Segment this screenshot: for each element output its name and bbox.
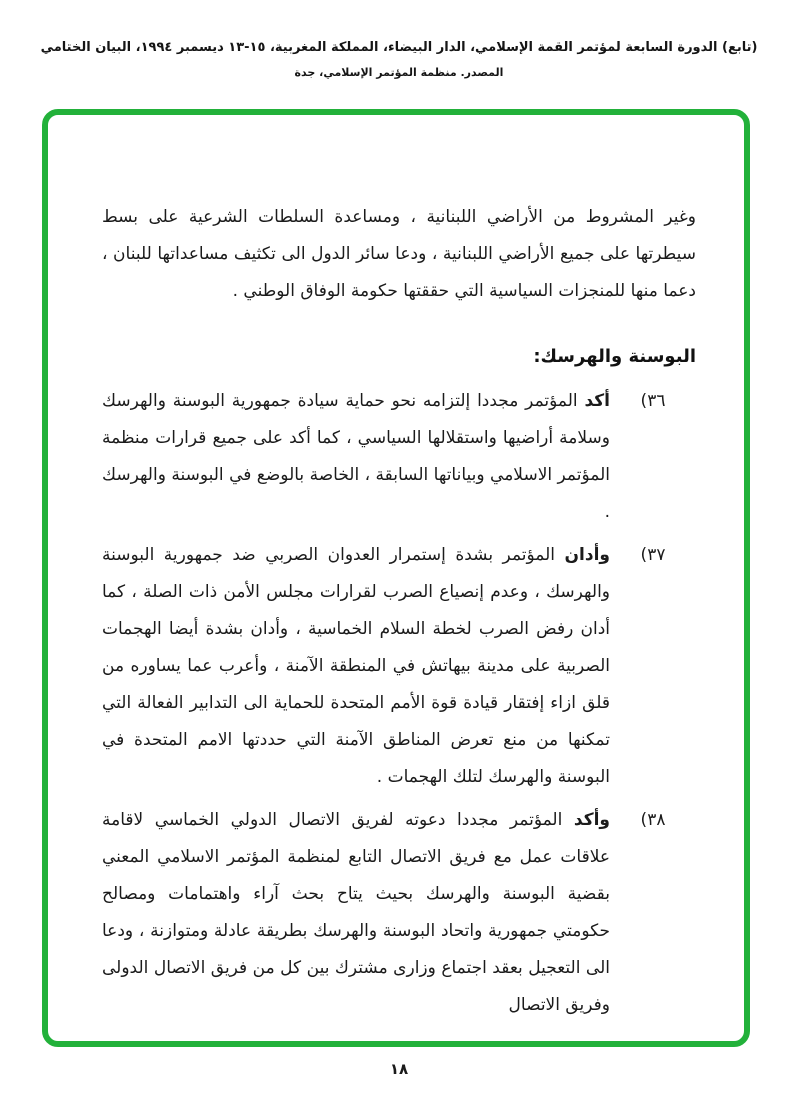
document-header — [0, 40, 798, 79]
item-number: ٣٨) — [640, 810, 666, 830]
header-source-line: المصدر. منظمة المؤتمر الإسلامي، جدة — [294, 66, 504, 79]
list-item-38 — [102, 802, 696, 1024]
page-number: ١٨ — [389, 1060, 409, 1078]
item-body-text: المؤتمر مجددا إلتزامه نحو حماية سيادة جمهورية البوسنة والهرسك وسلامة أراضيها واستقلالها السياسي ، كما أكد على جميع قرارات منظمة المؤتمر الاسلامي وبياناتها السابقة ، الخاصة بالوضع في البوسنة والهرسك . — [102, 391, 610, 522]
header-title-line: (تابع) الدورة السابعة لمؤتمر القمة الإسلامي، الدار البيضاء، المملكة المغربية، ١٣‎-‎١٥ ديسمبر ١٩٩٤، البيان الختامي — [40, 40, 758, 55]
item-body-text: المؤتمر بشدة إستمرار العدوان الصربي ضد جمهورية البوسنة والهرسك ، وعدم إنصياع الصرب لقرارات مجلس الأمن ذات الصلة ، كما أدان رفض الصرب لخطة السلام الخماسية ، وأدان بشدة أيضا الهجمات الصربية على مدينة بيهاتش في المنطقة الآمنة ، وأعرب عما يساوره من قلق ازاء إفتقار قيادة قوة الأمم المتحدة للحماية الى التدابير الفعالة التي تمكنها من منع تعرض المناطق الآمنة التي حددتها الامم المتحدة في البوسنة والهرسك لتلك الهجمات . — [102, 545, 610, 787]
section-heading-bosnia: البوسنة والهرسك: — [533, 346, 696, 367]
list-item-36 — [102, 383, 696, 531]
item-text — [102, 383, 610, 531]
item-text — [102, 802, 610, 1024]
list-item-37 — [102, 537, 696, 796]
continuation-paragraph: وغير المشروط من الأراضي اللبنانية ، ومساعدة السلطات الشرعية على بسط سيطرتها على جميع الأراضي اللبنانية ، ودعا سائر الدول الى تكثيف مساعداتها للبنان ، دعما منها للمنجزات السياسية التي حققتها حكومة الوفاق الوطني . — [102, 207, 696, 301]
item-lead-word: أكد — [584, 391, 610, 411]
item-number: ٣٧) — [640, 545, 666, 565]
highlight-frame — [42, 109, 750, 1047]
item-text — [102, 537, 610, 796]
item-lead-word: وأكد — [573, 810, 610, 830]
item-number: ٣٦) — [640, 391, 666, 411]
item-lead-word: وأدان — [564, 545, 610, 565]
item-body-text: المؤتمر مجددا دعوته لفريق الاتصال الدولي الخماسي لاقامة علاقات عمل مع فريق الاتصال التابع لمنظمة المؤتمر الاسلامي المعني بقضية البوسنة والهرسك بحيث يتاح بحث آراء واهتمامات ومصالح حكومتي جمهورية واتحاد البوسنة والهرسك بطريقة عادلة ومتوازنة ، ودعا الى التعجيل بعقد اجتماع وزارى مشترك بين كل من فريق الاتصال الدولى وفريق الاتصال — [102, 810, 610, 1015]
document-body — [48, 115, 744, 1041]
